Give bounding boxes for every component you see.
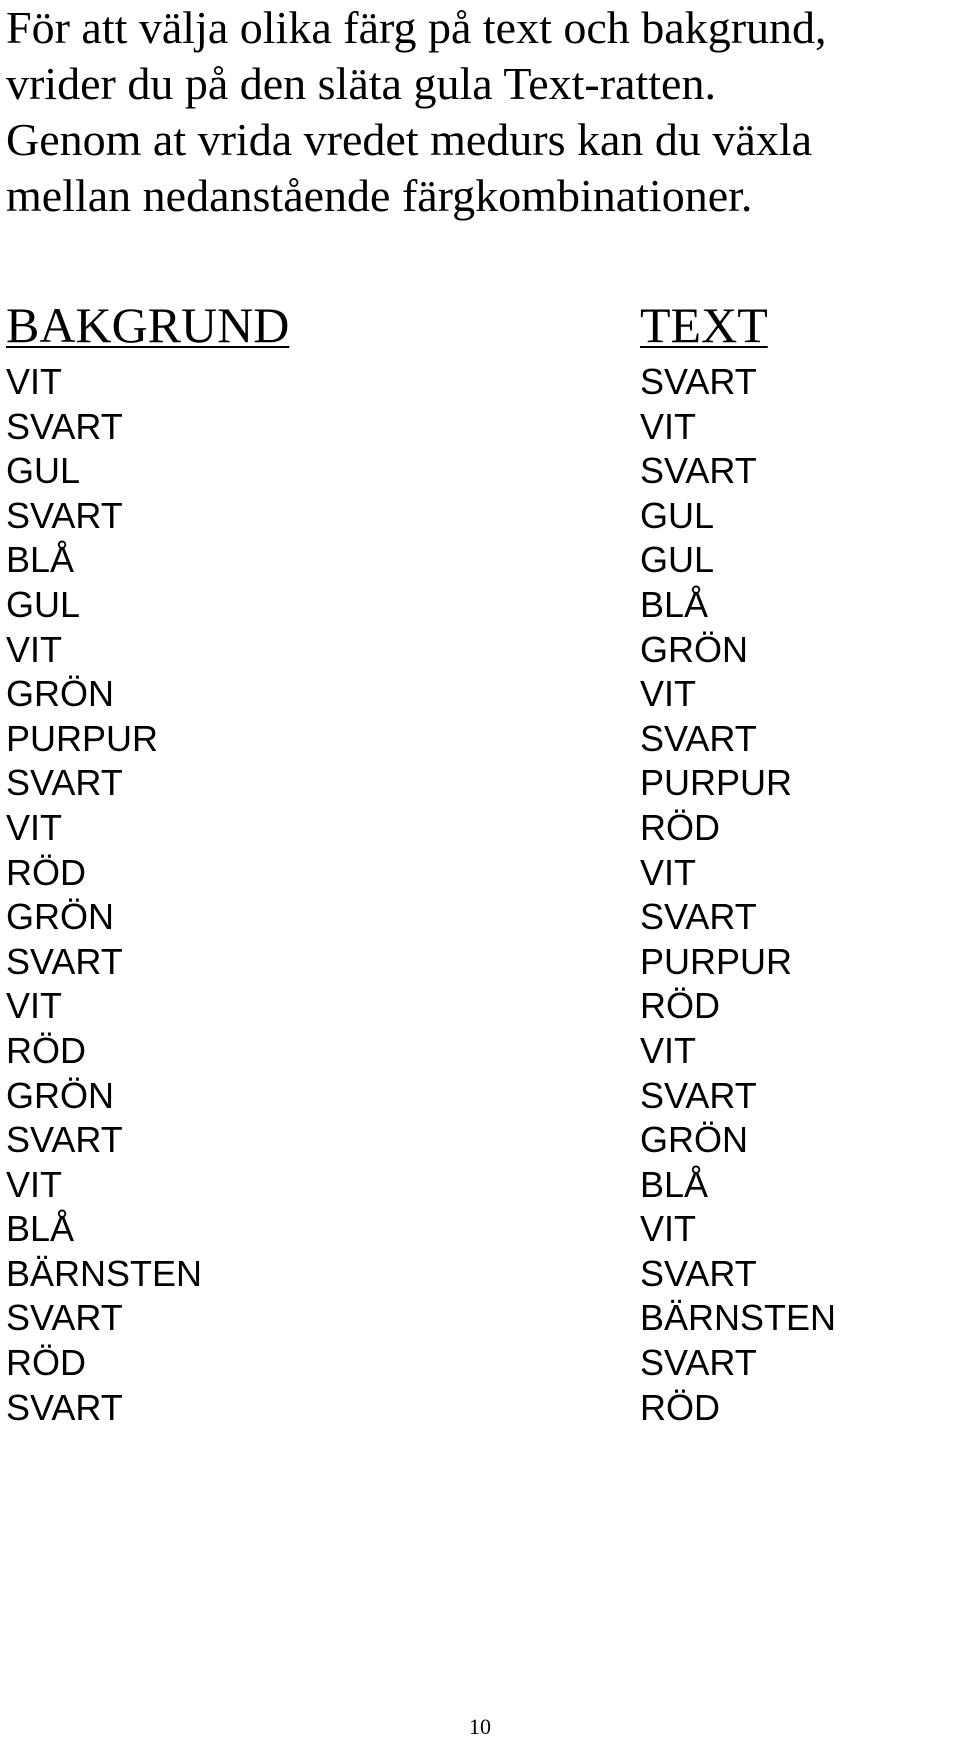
text-color-item: VIT	[640, 851, 697, 893]
intro-line: mellan nedanstående färgkombinationer.	[6, 170, 753, 221]
text-color-item: VIT	[640, 1029, 697, 1071]
background-color-item: BLÅ	[6, 1208, 75, 1250]
text-color-item: SVART	[640, 450, 757, 492]
text-color-item: RÖD	[640, 985, 720, 1027]
text-color-item: VIT	[640, 405, 697, 447]
text-color-item: GUL	[640, 494, 715, 536]
text-color-item: RÖD	[640, 1386, 720, 1428]
background-color-item: SVART	[6, 762, 123, 804]
background-color-item: SVART	[6, 494, 123, 536]
background-color-item: BÄRNSTEN	[6, 1252, 203, 1294]
text-color-item: GRÖN	[640, 1119, 748, 1161]
page-number: 10	[469, 1714, 491, 1739]
intro-line: Genom at vrida vredet medurs kan du växla	[6, 114, 813, 165]
background-color-item: GUL	[6, 450, 81, 492]
background-color-item: PURPUR	[6, 717, 159, 759]
background-color-item: GRÖN	[6, 1074, 114, 1116]
background-color-item: GRÖN	[6, 673, 114, 715]
text-color-item: BÄRNSTEN	[640, 1297, 837, 1339]
background-color-item: GUL	[6, 583, 81, 625]
background-color-item: VIT	[6, 1163, 63, 1205]
intro-paragraph	[6, 0, 956, 224]
background-color-item: RÖD	[6, 1029, 86, 1071]
text-color-item: SVART	[640, 1074, 757, 1116]
text-color-item: GUL	[640, 539, 715, 581]
background-color-item: BLÅ	[6, 539, 75, 581]
text-column-header: TEXT	[640, 297, 768, 353]
background-color-item: SVART	[6, 1119, 123, 1161]
intro-line: vrider du på den släta gula Text-ratten.	[6, 58, 716, 109]
background-color-item: VIT	[6, 806, 63, 848]
background-column-header: BAKGRUND	[6, 297, 290, 353]
background-color-item: SVART	[6, 405, 123, 447]
text-color-item: PURPUR	[640, 762, 793, 804]
text-color-item: SVART	[640, 896, 757, 938]
background-color-item: VIT	[6, 628, 63, 670]
text-color-item: BLÅ	[640, 583, 709, 625]
background-list	[6, 360, 289, 1430]
text-color-item: SVART	[640, 1252, 757, 1294]
text-color-item: SVART	[640, 361, 757, 402]
text-color-item: BLÅ	[640, 1163, 709, 1205]
text-list	[640, 360, 836, 1430]
text-color-item: SVART	[640, 1342, 757, 1384]
text-color-item: PURPUR	[640, 940, 793, 982]
background-color-item: RÖD	[6, 851, 86, 893]
intro-line: För att välja olika färg på text och bakgrund,	[6, 2, 827, 53]
text-color-item: SVART	[640, 717, 757, 759]
background-color-item: VIT	[6, 361, 63, 402]
background-column	[6, 297, 290, 1430]
background-color-item: SVART	[6, 940, 123, 982]
background-color-item: SVART	[6, 1297, 123, 1339]
background-color-item: VIT	[6, 985, 63, 1027]
text-color-item: GRÖN	[640, 628, 748, 670]
background-color-item: RÖD	[6, 1342, 86, 1384]
background-color-item: GRÖN	[6, 896, 114, 938]
text-color-item: VIT	[640, 673, 697, 715]
text-color-item: VIT	[640, 1208, 697, 1250]
background-color-item: SVART	[6, 1386, 123, 1428]
text-column	[640, 297, 837, 1430]
text-color-item: RÖD	[640, 806, 720, 848]
